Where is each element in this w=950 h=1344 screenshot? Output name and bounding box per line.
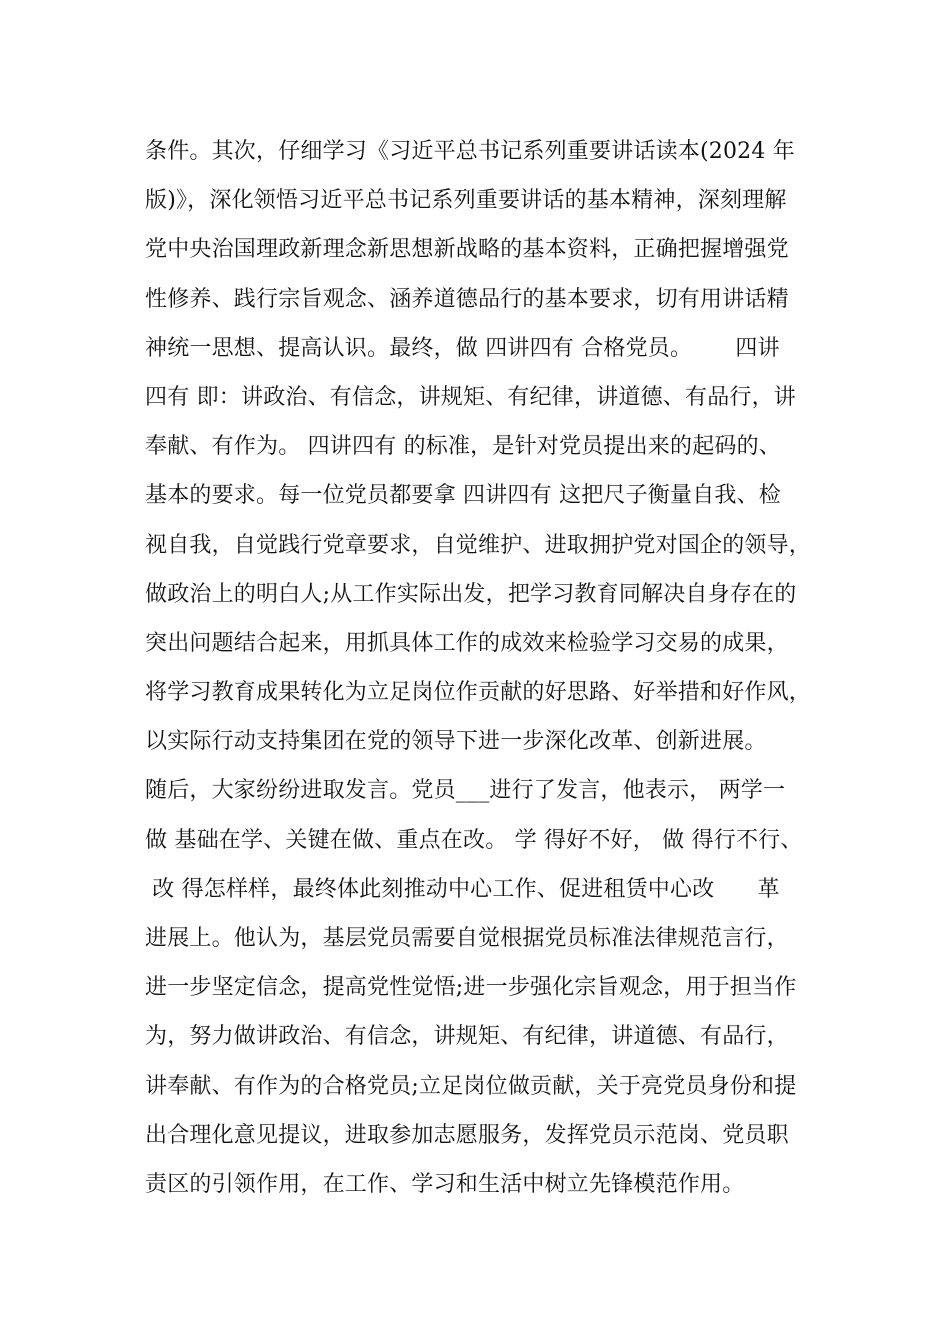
text-line: 以实际行动支持集团在党的领导下进一步深化改革、创新进展。 [145,729,767,755]
text-line: 改 得怎样样，最终体此刻推动中心工作、促进租赁中心改 革 [145,876,780,902]
text-line: 性修养、践行宗旨观念、涵养道德品行的基本要求，切有用讲话精 [145,286,789,312]
text-line: 进展上。他认为，基层党员需要自觉根据党员标准法律规范言行， [145,926,789,951]
text-line: 突出问题结合起来，用抓具体工作的成效来检验学习交易的成果， [145,630,789,656]
text-line: 出合理化意见提议，进取参加志愿服务，发挥党员示范岗、党员职 [145,1122,789,1148]
text-line: 视自我，自觉践行党章要求，自觉维护、进取拥护党对国企的领导， [145,532,812,558]
text-line: 神统一思想、提高认识。最终，做 四讲四有 合格党员。 四讲 [145,335,780,361]
text-line: 做政治上的明白人;从工作实际出发，把学习教育同解决自身存在的 [145,581,797,607]
text-line: 为，努力做讲政治、有信念，讲规矩、有纪律，讲道德、有品行， [145,1024,789,1050]
text-line: 责区的引领作用，在工作、学习和生活中树立先锋模范作用。 [145,1171,745,1197]
text-line: 党中央治国理政新理念新思想新战略的基本资料，正确把握增强党 [145,237,789,263]
text-line: 进一步坚定信念，提高党性觉悟;进一步强化宗旨观念，用于担当作 [145,975,797,1001]
text-line: 奉献、有作为。 四讲四有 的标准，是针对党员提出来的起码的、 [145,434,781,460]
text-line: 做 基础在学、关键在做、重点在改。 学 得好不好， 做 得行不行、 [145,827,803,853]
text-line: 条件。其次，仔细学习《习近平总书记系列重要讲话读本(2024 年 [145,139,795,164]
text-line: 随后，大家纷纷进取发言。党员___进行了发言，他表示， 两学一 [145,778,786,804]
text-line: 基本的要求。每一位党员都要拿 四讲四有 这把尺子衡量自我、检 [145,483,781,509]
text-line: 讲奉献、有作为的合格党员;立足岗位做贡献，关于亮党员身份和提 [145,1073,797,1099]
body-paragraph [145,127,825,1209]
text-line: 将学习教育成果转化为立足岗位作贡献的好思路、好举措和好作风， [145,680,812,706]
text-line: 版)》，深化领悟习近平总书记系列重要讲话的基本精神，深刻理解 [145,188,787,214]
text-line: 四有 即：讲政治、有信念，讲规矩、有纪律，讲道德、有品行，讲 [145,384,796,410]
